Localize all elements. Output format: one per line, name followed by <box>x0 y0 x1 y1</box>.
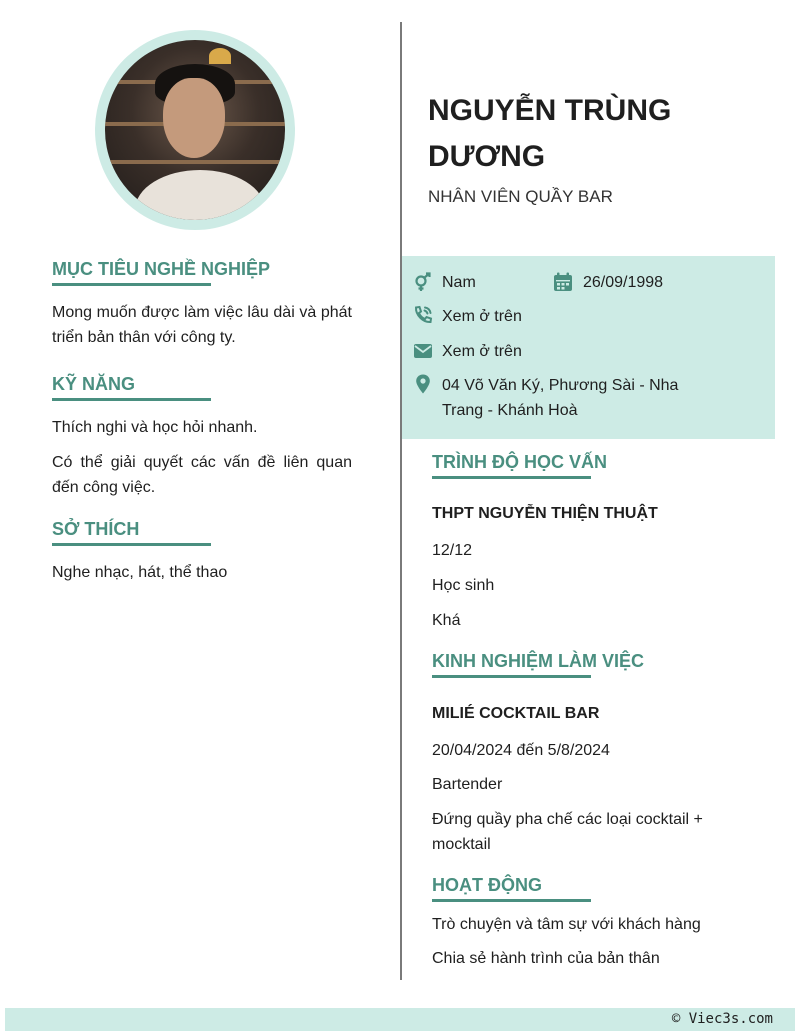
activities-underline <box>432 899 591 902</box>
education-grade: 12/12 <box>432 542 473 559</box>
job-title: NHÂN VIÊN QUẦY BAR <box>428 187 613 206</box>
hobbies-underline <box>52 543 211 546</box>
location-icon <box>413 374 433 394</box>
education-title: TRÌNH ĐỘ HỌC VẤN <box>432 452 607 472</box>
avatar-frame <box>95 30 295 230</box>
gender-text: Nam <box>442 274 476 291</box>
company-name: MILIÉ COCKTAIL BAR <box>432 705 600 722</box>
email-text: Xem ở trên <box>442 343 522 360</box>
experience-title: KINH NGHIỆM LÀM VIỆC <box>432 651 645 671</box>
hobbies-title: SỞ THÍCH <box>52 519 140 539</box>
objective-title: MỤC TIÊU NGHỀ NGHIỆP <box>52 259 271 279</box>
work-period: 20/04/2024 đến 5/8/2024 <box>432 742 610 759</box>
footer-credit: © Viec3s.com <box>671 1011 773 1027</box>
work-description: Đứng quầy pha chế các loại cocktail + mocktail <box>432 811 703 853</box>
address-text <box>442 373 762 423</box>
hobbies-text: Nghe nhạc, hát, thể thao <box>52 564 228 581</box>
education-role: Học sinh <box>432 577 495 594</box>
activity-item: Chia sẻ hành trình của bản thân <box>432 950 660 967</box>
calendar-icon <box>553 272 573 292</box>
contact-info-box <box>402 256 775 439</box>
phone-text: Xem ở trên <box>442 308 522 325</box>
address-line-2: Trang - Khánh Hoà <box>442 402 578 419</box>
name-line-2: DƯƠNG <box>428 140 546 173</box>
gender-icon <box>413 272 433 292</box>
activities-title: HOẠT ĐỘNG <box>432 875 542 895</box>
full-name <box>428 88 758 180</box>
email-icon <box>413 341 433 361</box>
objective-text: Mong muốn được làm việc lâu dài và phát triển bản thân với công ty. <box>52 304 352 346</box>
address-line-1: 04 Võ Văn Ký, Phương Sài - Nha <box>442 377 679 394</box>
skills-underline <box>52 398 211 401</box>
avatar <box>105 40 285 220</box>
education-underline <box>432 476 591 479</box>
skill-item: Có thể giải quyết các vấn đề liên quan đến công việc. <box>52 454 352 496</box>
skills-title: KỸ NĂNG <box>52 374 136 394</box>
education-rank: Khá <box>432 612 461 629</box>
school-name: THPT NGUYỄN THIỆN THUẬT <box>432 505 658 522</box>
column-divider <box>400 22 402 980</box>
work-position: Bartender <box>432 776 503 793</box>
birthdate-text: 26/09/1998 <box>583 274 664 291</box>
experience-underline <box>432 675 591 678</box>
phone-icon <box>413 305 433 325</box>
objective-underline <box>52 283 211 286</box>
activity-item: Trò chuyện và tâm sự với khách hàng <box>432 916 701 933</box>
skill-item: Thích nghi và học hỏi nhanh. <box>52 419 258 436</box>
footer-bar <box>5 1008 795 1031</box>
name-line-1: NGUYỄN TRÙNG <box>428 94 672 127</box>
